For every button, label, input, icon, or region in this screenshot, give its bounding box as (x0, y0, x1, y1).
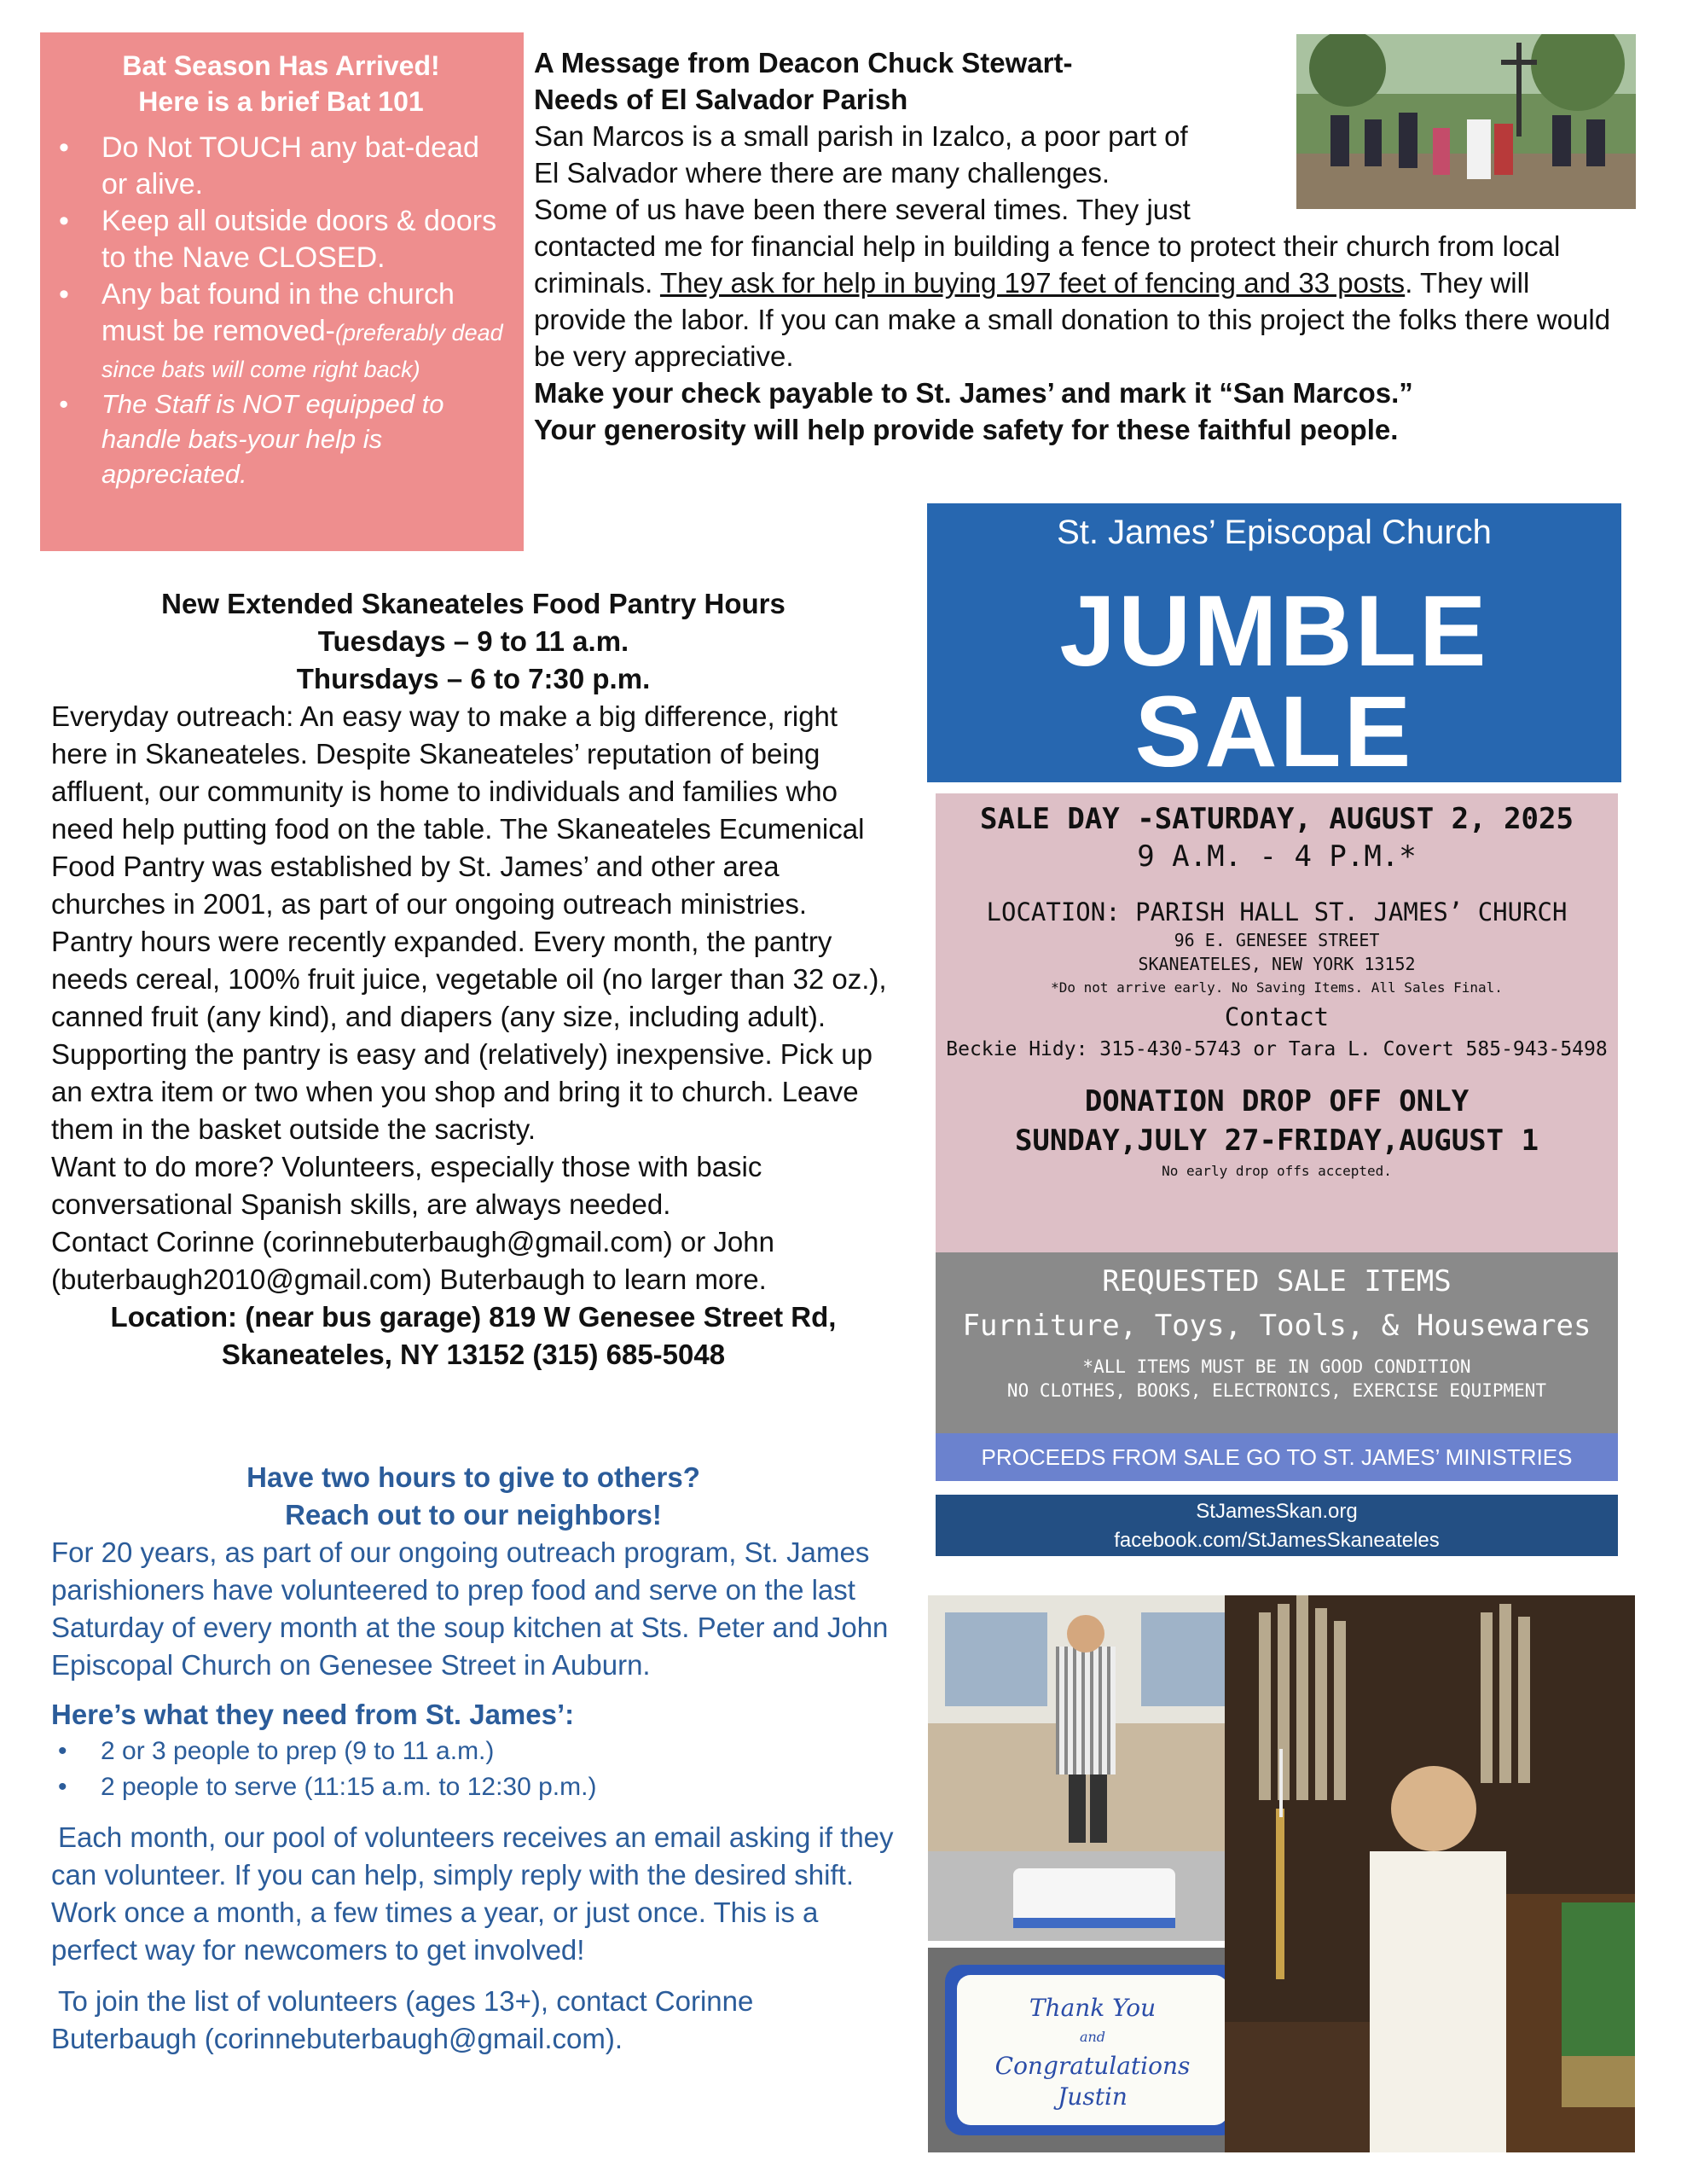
cake-illustration (928, 1948, 1259, 2152)
party-illustration (928, 1595, 1259, 1941)
sale-street: 96 E. GENESEE STREET (1174, 930, 1380, 950)
soup-kitchen-section (51, 1459, 896, 2058)
cake-line: Thank You (1029, 1994, 1157, 2022)
dropoff-note: No early drop offs accepted. (1162, 1163, 1392, 1179)
sale-time: 9 A.M. - 4 P.M.* (1137, 839, 1417, 874)
pantry-body: Want to do more? Volunteers, especially those with basic conversational Spanish skills, are always needed. (51, 1151, 762, 1220)
message-line: Some of us have been there several times. They just (534, 194, 1191, 225)
church-illustration (1225, 1595, 1635, 2152)
web-links-bar (936, 1495, 1618, 1556)
list-item (52, 276, 510, 386)
pantry-hours: Tuesdays – 9 to 11 a.m. (317, 625, 629, 657)
el-salvador-photo (1296, 34, 1636, 209)
bat-title: Bat Season Has Arrived! (122, 50, 440, 81)
church-name: St. James’ Episcopal Church (1057, 514, 1492, 551)
sale-location: LOCATION: PARISH HALL ST. JAMES’ CHURCH (986, 897, 1568, 926)
soup-title: Have two hours to give to others? (246, 1461, 700, 1493)
bat-notice-box (40, 32, 524, 551)
pantry-contact: Contact Corinne (corinnebuterbaugh@gmail.com) or John (buterbaugh2010@gmail.com) Buterbaugh to learn more. (51, 1226, 774, 1295)
pantry-location: Location: (near bus garage) 819 W Genesee Street Rd, (110, 1301, 837, 1333)
contact-info: Beckie Hidy: 315-430-5743 or Tara L. Covert 585-943-5498 (946, 1038, 1608, 1060)
requested-categories: Furniture, Toys, Tools, & Housewares (962, 1309, 1591, 1343)
sale-details-box (936, 793, 1618, 1252)
jumble-sale-banner (927, 503, 1621, 788)
soup-body: Each month, our pool of volunteers receives an email asking if they can volunteer. If you can help, simply reply with the desired shift. Work once a month, a few times a year, or just once. This is a perfect way for newcomers to get involved! (51, 1821, 894, 1966)
sale-note: *Do not arrive early. No Saving Items. All Sales Final. (1051, 979, 1503, 996)
message-bold: Your generosity will help provide safety for these faithful people. (534, 414, 1399, 445)
soup-subtitle: Reach out to our neighbors! (285, 1499, 662, 1531)
message-subtitle: Needs of El Salvador Parish (534, 84, 908, 115)
bat-item-note: (preferably dead since bats will come right back) (101, 320, 503, 382)
pantry-body: Everyday outreach: An easy way to make a big difference, right here in Skaneateles. Despite Skaneateles’ reputation of being affluent, our community is home to individuals and families who need help putting food on the table. The Skaneateles Ecumenical Food Pantry was established by St. James’ and other area churches in 2001, as part of our ongoing outreach ministries. Pantry hours were recently expanded. Every month, the pantry needs cereal, 100% fruit juice, vegetable oil (no larger than 32 oz.), canned fruit (any kind), and diapers (any size, including adult). Supporting the pantry is easy and (relatively) inexpensive. Pick up an extra item or two when you shop and bring it to church. Leave them in the basket outside the sacristy. (51, 700, 887, 1145)
cake-photo (928, 1948, 1259, 2152)
food-pantry-section (51, 585, 896, 1374)
list-item: • Keep all outside doors & doors to the Nave CLOSED. (52, 203, 510, 276)
cake-line: Congratulations (994, 2052, 1191, 2080)
requested-title: REQUESTED SALE ITEMS (1102, 1264, 1452, 1298)
bat-subtitle: Here is a brief Bat 101 (138, 86, 424, 117)
message-paragraph: contacted me for financial help in building a fence to protect their church from local criminals. They ask for help in buying 197 feet of fencing and 33 posts. They will provide the labor. If you can make a small donation to this project the folks there would be very appreciative. (534, 230, 1611, 372)
requested-items-box (936, 1252, 1618, 1433)
sale-day: SALE DAY -SATURDAY, AUGUST 2, 2025 (980, 802, 1574, 836)
bat-list (52, 130, 510, 491)
jumble-title: JUMBLE (1059, 575, 1489, 688)
message-line: San Marcos is a small parish in Izalco, a poor part of (534, 120, 1188, 152)
message-underlined: They ask for help in buying 197 feet of fencing and 33 posts (659, 267, 1406, 299)
sale-city: SKANEATELES, NEW YORK 13152 (1138, 954, 1416, 974)
party-photo (928, 1595, 1259, 1941)
dropoff-title: DONATION DROP OFF ONLY (1084, 1084, 1470, 1118)
cake-line: Justin (1058, 2082, 1128, 2111)
proceeds-bar: PROCEEDS FROM SALE GO TO ST. JAMES’ MINISTRIES (936, 1433, 1618, 1481)
soup-need-title: Here’s what they need from St. James’: (51, 1699, 575, 1730)
soup-body: For 20 years, as part of our ongoing outreach program, St. James parishioners have volunteered to prep food and serve on the last Saturday of every month at the soup kitchen at Sts. Peter and John Episcopal Church on Genesee Street in Auburn. (51, 1536, 889, 1681)
message-title: A Message from Deacon Chuck Stewart- (534, 47, 1073, 78)
condition-note: *ALL ITEMS MUST BE IN GOOD CONDITION (1082, 1356, 1471, 1377)
list-item: • Do Not TOUCH any bat-dead or alive. (52, 130, 510, 203)
list-item: • 2 or 3 people to prep (9 to 11 a.m.) (51, 1734, 896, 1769)
soup-contact: To join the list of volunteers (ages 13+), contact Corinne Buterbaugh (corinnebuterbaugh@gmail.com). (51, 1985, 754, 2054)
message-line: El Salvador where there are many challenges. (534, 157, 1110, 189)
sale-title: SALE (1134, 676, 1414, 788)
church-photo (1225, 1595, 1635, 2152)
dropoff-dates: SUNDAY,JULY 27-FRIDAY,AUGUST 1 (1014, 1124, 1539, 1158)
contact-label: Contact (1224, 1002, 1330, 1031)
soup-needs-list (51, 1734, 896, 1805)
pantry-hours: Thursdays – 6 to 7:30 p.m. (296, 663, 651, 694)
cake-line: and (1079, 2029, 1106, 2045)
message-text: contacted me for financial help in building a fence to protect their church from local criminals. (534, 230, 1561, 299)
list-item: • 2 people to serve (11:15 a.m. to 12:30 p.m.) (51, 1769, 896, 1805)
photo-illustration (1296, 34, 1636, 209)
exclusions-note: NO CLOTHES, BOOKS, ELECTRONICS, EXERCISE EQUIPMENT (1006, 1380, 1547, 1401)
facebook-link[interactable]: facebook.com/StJamesSkaneateles (1114, 1529, 1440, 1552)
message-bold: Make your check payable to St. James’ and mark it “San Marcos.” (534, 377, 1413, 409)
list-item: • The Staff is NOT equipped to handle bats-your help is appreciated. (52, 386, 510, 491)
message-text: They will provide the labor. If you can make a small donation to this project the folks there would be very appreciative. (534, 267, 1611, 372)
pantry-location: Skaneateles, NY 13152 (315) 685-5048 (221, 1339, 726, 1370)
bat-item-text: Any bat found in the church must be removed- (101, 278, 455, 347)
pantry-title: New Extended Skaneateles Food Pantry Hours (161, 588, 786, 619)
website-link[interactable]: StJamesSkan.org (1196, 1500, 1358, 1523)
